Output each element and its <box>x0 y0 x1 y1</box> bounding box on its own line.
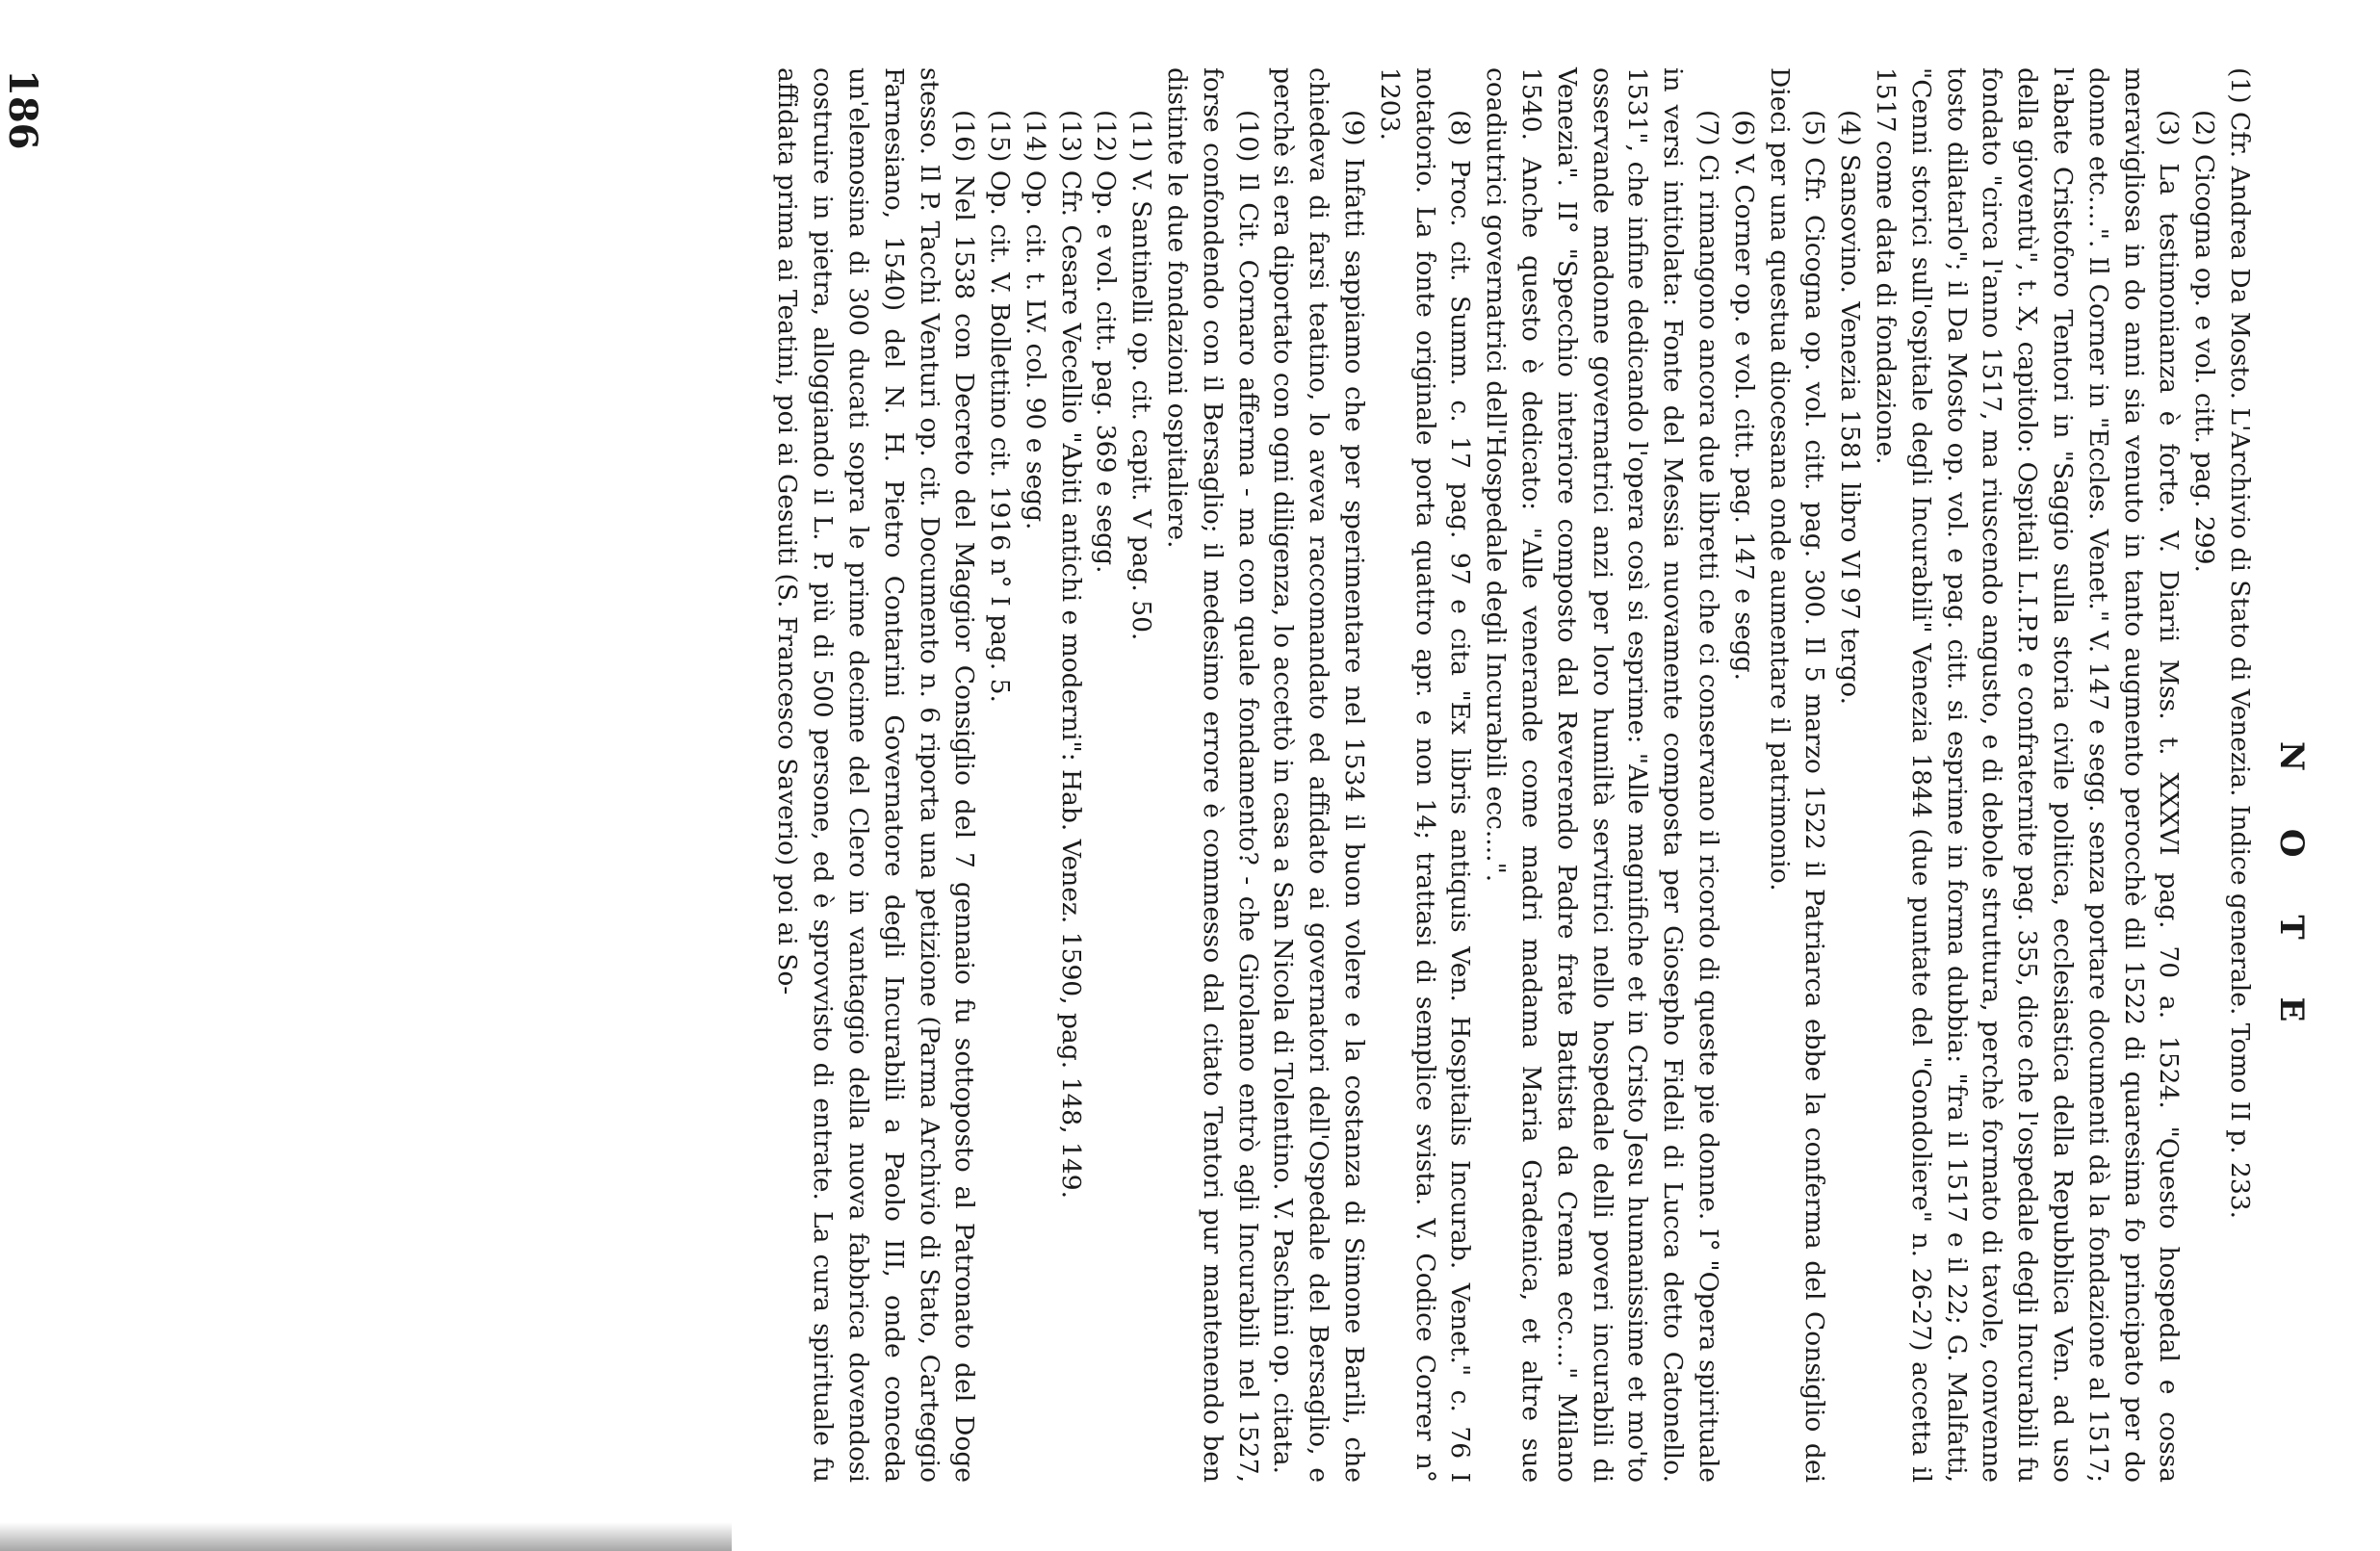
note-7: (7) Ci rimangono ancora due libretti che ci conservano il ricordo di queste pie donne. I° "Opera spirituale in versi intitolata: Fonte del Messia nuovamente composta per Giosepho Fideli di Lucca detto Catonello. 1531", che infine dedicando l'opera così si esprime: "Alle magnifiche et in Cristo Jesu humanissime et mo'to osservande madonne governatrici anzi per loro humiltà servitrici nello hospedale delli poveri incurabili di Venezia". II° "Specchio interiore composto dal Reverendo Padre frate Battista da Crema ecc...." Milano 1540. Anche questo è dedicato: "Alle venerande come madri madama Maria Gradenica, et altre sue coadiutrici governatrici dell'Hospedale degli Incurabili ecc....". <box>1481 67 1724 1483</box>
note-12: (12) Op. e vol. citt. pag. 369 e segg. <box>1091 110 1122 574</box>
note-15: (15) Op. cit. V. Bollettino cit. 1916 n° I pag. 5. <box>985 110 1016 703</box>
note-5: (5) Cfr. Cicogna op. vol. citt. pag. 300. Il 5 marzo 1522 il Patriarca ebbe la conferma del Consiglio dei Dieci per una questua diocesana onde aumentare il patrimonio. <box>1764 67 1830 1483</box>
note-10: (10) Il Cit. Cornaro afferma - ma con quale fondamento? - che Girolamo entrò agli Incurabili nel 1527, forse confondendo con il Bersaglio; il medesimo errore è commesso dal citato Tentori pur mantenendo ben distinte le due fondazioni ospitaliere. <box>1162 67 1263 1483</box>
note-16: (16) Nel 1538 con Decreto del Maggior Consiglio del 7 gennaio fu sottoposto al Patronato del Doge stesso. Il P. Tacchi Venturi op. cit. Documento n. 6 riporta una petizione (Parma Archivio di Stato, Carteggio Farnesiano, 1540) del N. H. Pietro Contarini Governatore degli Incurabili a Paolo III, onde conceda un'elemosina di 300 ducati sopra le prime decime del Clero in vantaggio della nuova fabbrica dovendosi costruire in pietra, alloggiando il L. P. più di 500 persone, ed è sprovvisto di entrate. La cura spirituale fu affidata prima ai Teatini, poi ai Gesuiti (S. Francesco Saverio) poi ai So- <box>772 67 980 1483</box>
note-3: (3) La testimonianza è forte. V. Diarii Mss. t. XXXVI pag. 70 a. 1524. "Questo hospedal e cossa meravigliosa in do anni sia venuto in tanto augmento perocchè dil 1522 di quaresima fo principato per do donne etc....". Il Corner in "Eccles. Venet." V. 147 e segg. senza portare documenti dà la fondazione al 1517; l'abate Cristoforo Tentori in "Saggio sulla storia civile politica, ecclesiastica della Repubblica Ven. ad uso della gioventù", t. X, capitolo: Ospitali L.I.P.P. e confraternite pag. 355, dice che l'ospedale degli Incurabili fu fondato "circa l'anno 1517, ma riuscendo angusto, e di debole struttura, perchè formato di tavole, convenne tosto dilatarlo"; il Da Mosto op. vol. e pag. citt. si esprime in forma dubbia: "fra il 1517 e il 22; G. Malfatti, "Cenni storici sull'ospitale degli Incurabili" Venezia 1844 (due puntate del "Gondoliere" n. 26-27) accetta il 1517 come data di fondazione. <box>1871 67 2185 1483</box>
note-2: (2) Cicogna op. e vol. citt. pag. 299. <box>2189 110 2220 573</box>
note-6: (6) V. Corner op. e vol. citt. pag. 147 e segg. <box>1728 110 1759 681</box>
note-14: (14) Op. cit. t. LV. col. 90 e segg. <box>1020 110 1050 530</box>
page-title: N O T E <box>2272 741 2311 1046</box>
note-4: (4) Sansovino. Venezia 1581 libro VI 97 tergo. <box>1835 110 1866 706</box>
note-11: (11) V. Santinelli op. cit. capit. V pag. 50. <box>1126 110 1157 641</box>
note-1: (1) Cfr. Andrea Da Mosto. L'Archivio di Stato di Venezia. Indice generale. Tomo II p. 233. <box>2225 67 2255 1220</box>
note-8: (8) Proc. cit. Summ. c. 17 pag. 97 e cita "Ex libris antiquis Ven. Hospitalis Incurab. Venet." c. 76 I notatorio. La fonte originale porta quattro apr. e non 14; trattasi di semplice svista. V. Codice Correr n° 1203. <box>1374 67 1476 1483</box>
notes-section <box>769 67 2257 1483</box>
page-number: 186 <box>0 69 45 150</box>
note-9: (9) Infatti sappiamo che per sperimentare nel 1534 il buon volere e la costanza di Simone Barili, che chiedeva di farsi teatino, lo aveva raccomandato ed affidato ai governatori dell'Ospedale del Bersaglio, e perchè si era diportato con ogni diligenza, lo accettò in casa a San Nicola di Tolentino. V. Paschini op. citata. <box>1268 67 1370 1483</box>
note-13: (13) Cfr. Cesare Vecellio "Abiti antichi e moderni": Hab. Venez. 1590, pag. 148, 149. <box>1055 110 1086 1200</box>
